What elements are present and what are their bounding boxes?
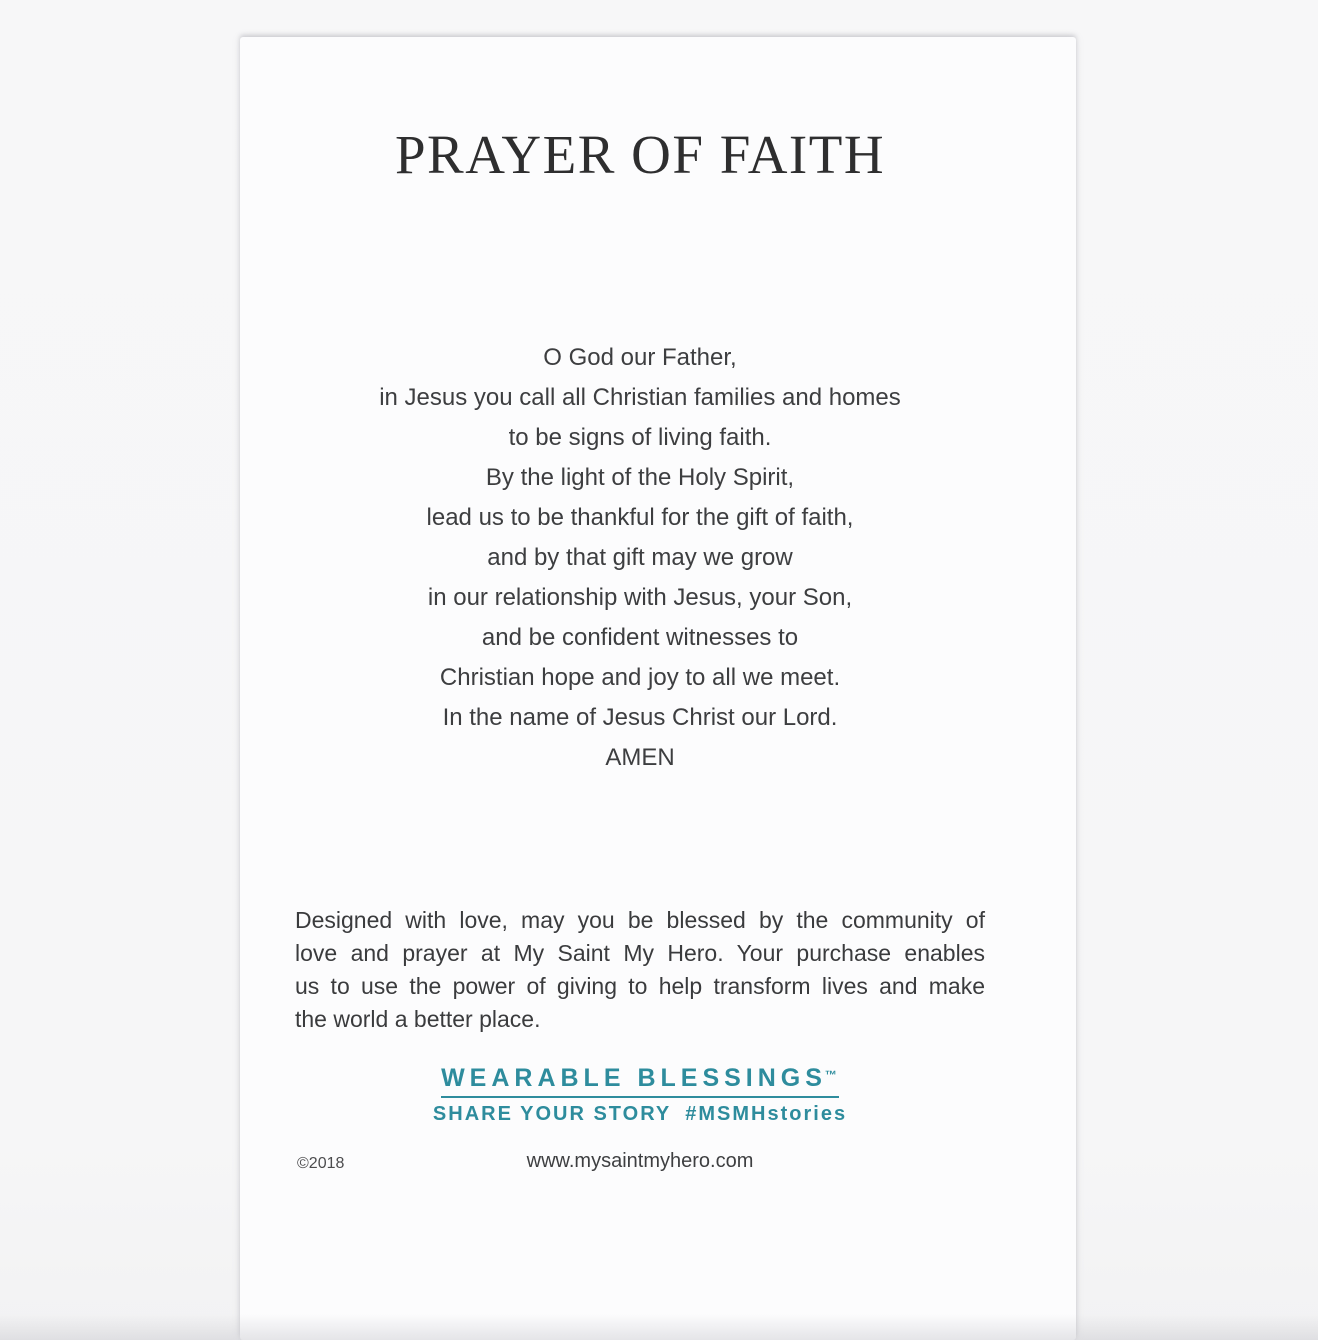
dedication-line: the world a better place. [295,1006,541,1032]
tagline-text: SHARE YOUR STORY [432,1103,672,1125]
brand-block [240,1063,1040,1127]
prayer-line: and be confident witnesses to [481,624,799,651]
prayer-text [240,338,1040,778]
prayer-line-amen: AMEN [605,744,675,771]
page-title: PRAYER OF FAITH [394,124,886,185]
trademark-symbol: ™ [824,1068,837,1082]
prayer-line: in Jesus you call all Christian families and homes [379,384,901,411]
prayer-line: By the light of the Holy Spirit, [485,464,795,491]
copyright-text: ©2018 [297,1155,345,1172]
prayer-line: and by that gift may we grow [487,544,793,571]
prayer-line: Christian hope and joy to all we meet. [439,664,841,691]
wearable-blessings-wordmark [240,1063,1040,1093]
prayer-line: In the name of Jesus Christ our Lord. [442,704,838,731]
prayer-line: to be signs of living faith. [508,424,772,451]
wordmark-text: WEARABLE BLESSINGS [441,1064,827,1092]
dedication-text [295,904,985,1036]
dedication-line: love and prayer at My Saint My Hero. Your purchase enables [295,940,985,966]
prayer-line: in our relationship with Jesus, your Son, [427,584,853,611]
hashtag-text: #MSMHstories [685,1103,848,1125]
prayer-line: lead us to be thankful for the gift of faith, [426,504,854,531]
card-footer [240,1149,1040,1173]
website-url: www.mysaintmyhero.com [526,1150,754,1172]
dedication-line: us to use the power of giving to help transform lives and make [295,973,985,999]
prayer-line: O God our Father, [543,344,737,371]
prayer-card [240,37,1076,1340]
brand-underline [441,1096,839,1098]
dedication-line: Designed with love, may you be blessed by the community of [295,907,985,933]
card-content [240,37,1040,1340]
brand-tagline [240,1101,1040,1127]
